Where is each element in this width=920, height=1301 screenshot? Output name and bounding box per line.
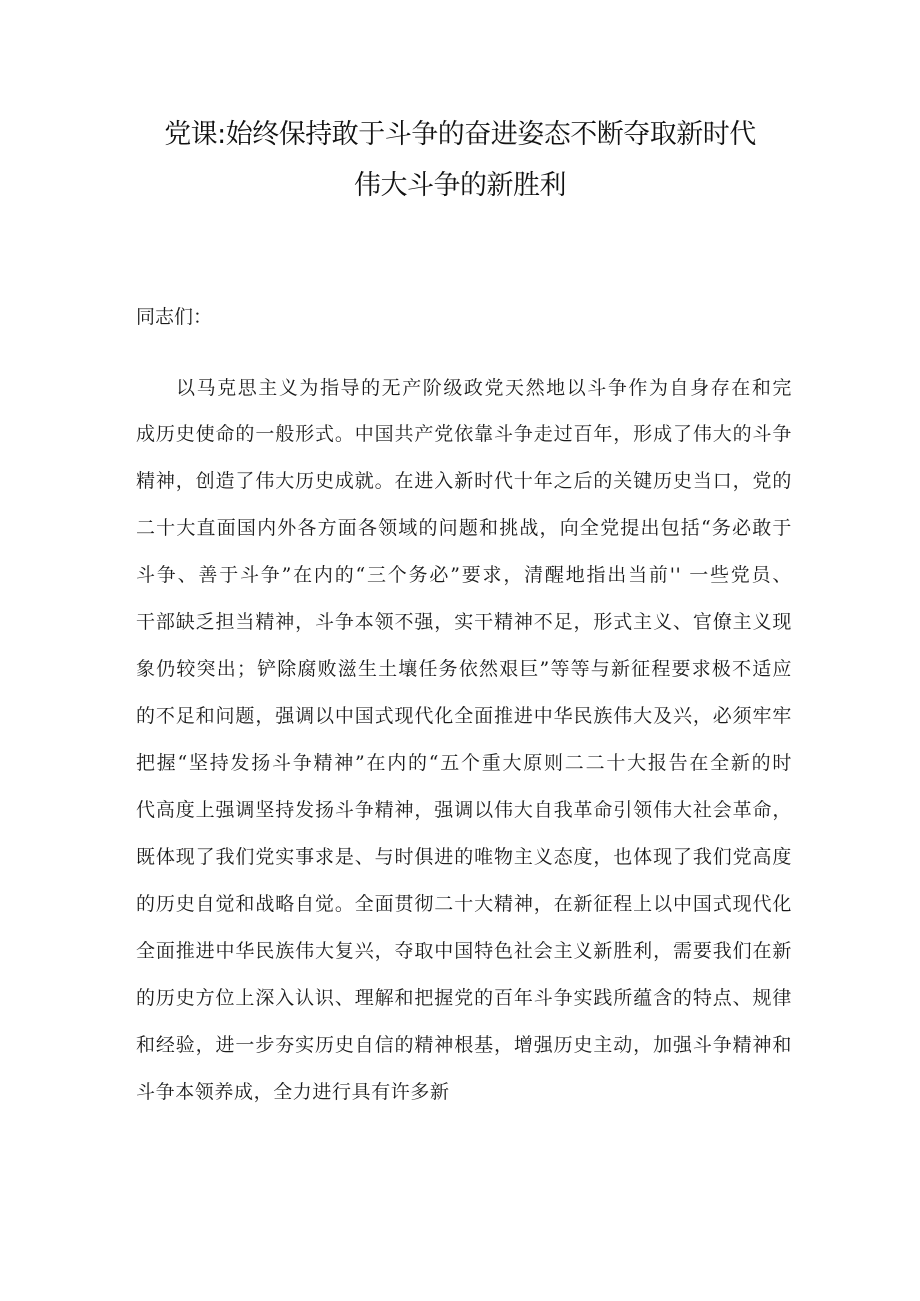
paragraph-line: 既体现了我们党实事求是、与时俱进的唯物主义态度，也体现了我们党高度 — [136, 846, 792, 868]
paragraph-line: 的历史方位上深入认识、理解和把握党的百年斗争实践所蕴含的特点、规律 — [136, 987, 792, 1009]
paragraph-line: 干部缺乏担当精神，斗争本领不强，实干精神不足，形式主义、官僚主义现 — [136, 611, 792, 633]
paragraph-line: 象仍较突出；铲除腐败滋生土壤任务依然艰巨”等等与新征程要求极不适应 — [136, 658, 792, 680]
paragraph-line: 代高度上强调坚持发扬斗争精神，强调以伟大自我革命引领伟大社会革命， — [136, 799, 792, 821]
paragraph-line: 的不足和问题，强调以中国式现代化全面推进中华民族伟大及兴，必须牢牢 — [136, 705, 792, 727]
document-title-line-1: 党课:始终保持敢于斗争的奋进姿态不断夺取新时代 — [164, 119, 756, 150]
paragraph-line: 斗争本领养成，全力进行具有许多新 — [136, 1081, 450, 1103]
paragraph-line: 成历史使命的一般形式。中国共产党依靠斗争走过百年，形成了伟大的斗争 — [136, 423, 792, 445]
paragraph-line: 以马克思主义为指导的无产阶级政党天然地以斗争作为自身存在和完 — [176, 377, 792, 399]
salutation: 同志们： — [136, 306, 213, 328]
paragraph-line: 全面推进中华民族伟大复兴，夺取中国特色社会主义新胜利，需要我们在新 — [136, 940, 792, 962]
paragraph-line: 和经验，进一步夯实历史自信的精神根基，增强历史主动，加强斗争精神和 — [136, 1034, 792, 1056]
paragraph-line: 的历史自觉和战略自觉。全面贯彻二十大精神，在新征程上以中国式现代化 — [136, 893, 792, 915]
paragraph-line: 斗争、善于斗争”在内的“三个务必”要求，清醒地指出当前'' 一些党员、 — [136, 564, 792, 586]
document-title-line-2: 伟大斗争的新胜利 — [354, 170, 566, 201]
paragraph-line: 把握“坚持发扬斗争精神”在内的“五个重大原则二二十大报告在全新的时 — [136, 752, 792, 774]
paragraph-line: 二十大直面国内外各方面各领域的问题和挑战，向全党提出包括“务必敢于 — [136, 517, 792, 539]
paragraph-line: 精神，创造了伟大历史成就。在进入新时代十年之后的关键历史当口，党的 — [136, 470, 792, 492]
